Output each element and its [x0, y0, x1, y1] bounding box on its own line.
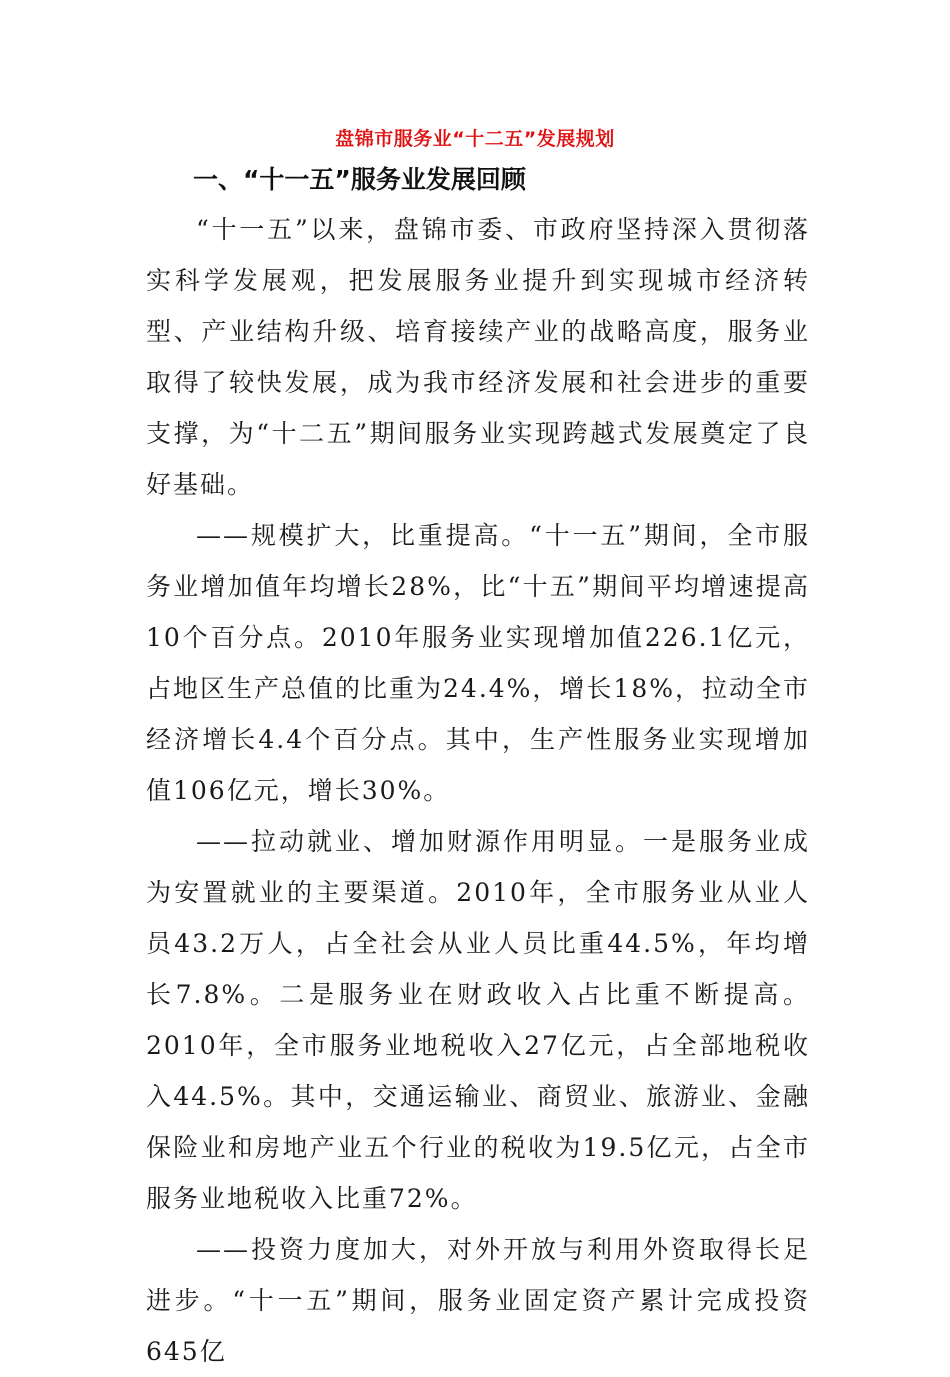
paragraph-intro: “十一五”以来，盘锦市委、市政府坚持深入贯彻落实科学发展观，把发展服务业提升到实现城市经济转型、产业结构升级、培育接续产业的战略高度，服务业取得了较快发展，成为我市经济发展和社会进步的重要支撑，为“十二五”期间服务业实现跨越式发展奠定了良好基础。: [146, 215, 810, 499]
paragraph-scale: ——规模扩大，比重提高。“十一五”期间，全市服务业增加值年均增长28%，比“十五”期间平均增速提高10个百分点。2010年服务业实现增加值226.1亿元，占地区生产总值的比重为24.4%，增长18%，拉动全市经济增长4.4个百分点。其中，生产性服务业实现增加值106亿元，增长30%。: [146, 521, 810, 805]
section-heading: 一、“十一五”服务业发展回顾: [193, 165, 526, 194]
paragraph-employment: ——拉动就业、增加财源作用明显。一是服务业成为安置就业的主要渠道。2010年，全市服务业从业人员43.2万人，占全社会从业人员比重44.5%，年均增长7.8%。二是服务业在财政收入占比重不断提高。2010年，全市服务业地税收入27亿元，占全部地税收入44.5%。其中，交通运输业、商贸业、旅游业、金融保险业和房地产业五个行业的税收为19.5亿元，占全市服务业地税收入比重72%。: [146, 827, 810, 1213]
document-body: [146, 204, 810, 1377]
paragraph-investment: ——投资力度加大，对外开放与利用外资取得长足进步。“十一五”期间，服务业固定资产累计完成投资645亿: [146, 1235, 810, 1366]
document-title: 盘锦市服务业“十二五”发展规划: [335, 128, 615, 150]
